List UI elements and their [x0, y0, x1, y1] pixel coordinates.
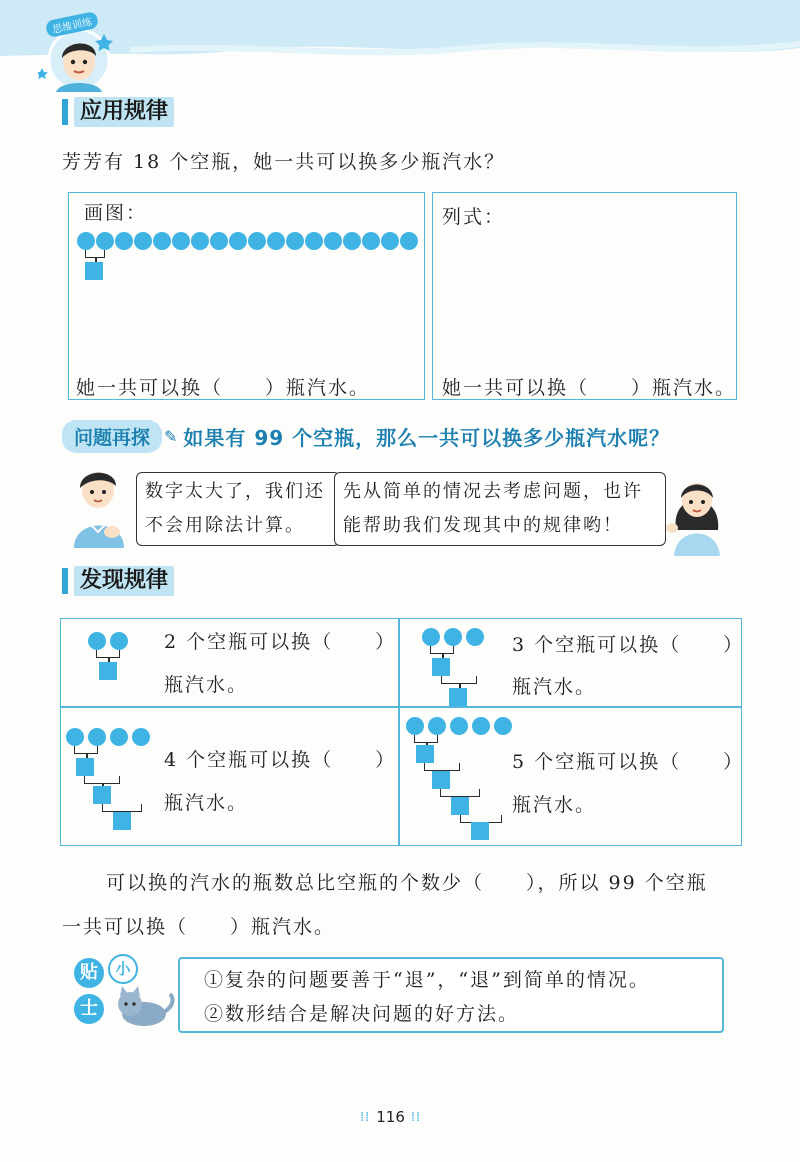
explore-banner	[62, 420, 670, 453]
bottle-circle	[88, 728, 106, 746]
section-bar	[62, 99, 68, 125]
soda-square	[432, 658, 450, 676]
bottle-bracket	[102, 804, 142, 812]
bottle-circle	[229, 232, 247, 250]
section-title-text: 应用规律	[74, 97, 174, 127]
boy-line-2: 不会用除法计算。	[145, 515, 305, 536]
page-dots-icon: ⁞⁞	[360, 1109, 371, 1125]
bottle-circle	[444, 628, 462, 646]
problem-question: 芳芳有 18 个空瓶，她一共可以换多少瓶汽水？	[62, 151, 506, 173]
page-number-text: 116	[376, 1108, 405, 1126]
section-title-text: 发现规律	[74, 566, 174, 596]
bottle-circle	[110, 632, 128, 650]
bottle-circle	[88, 632, 106, 650]
bottle-circle	[153, 232, 171, 250]
answer-right: 她一共可以换（ ）瓶汽水。	[442, 377, 737, 399]
tip-box	[178, 957, 724, 1033]
bottle-circle	[305, 232, 323, 250]
bottle-bracket	[414, 735, 438, 743]
bottle-bracket	[430, 646, 454, 654]
bottle-circle	[381, 232, 399, 250]
page-number	[360, 1108, 421, 1126]
bottle-bracket	[441, 676, 477, 684]
bottle-circle	[422, 628, 440, 646]
tip-char-1: 贴	[74, 958, 104, 988]
header-wave-band	[0, 0, 800, 80]
pencil-icon: ✎	[164, 427, 178, 446]
page-dots-icon: ⁞⁞	[410, 1109, 422, 1125]
bottle-circle	[450, 717, 468, 735]
bottle-circle	[494, 717, 512, 735]
soda-square	[76, 758, 94, 776]
bottle-circle	[406, 717, 424, 735]
bottle-circle	[286, 232, 304, 250]
bottle-circle	[115, 232, 133, 250]
soda-square	[113, 812, 131, 830]
bottle-bracket	[440, 789, 480, 797]
bottle-circle	[172, 232, 190, 250]
mascot-badge	[38, 14, 120, 96]
boy-line-1: 数字太大了，我们还	[145, 481, 325, 502]
cell4-line1: 5 个空瓶可以换（ ）	[512, 751, 745, 773]
soda-square	[99, 662, 117, 680]
section-title-apply	[62, 97, 174, 127]
formula-label: 列式：	[442, 206, 506, 228]
cell1-line2: 瓶汽水。	[164, 674, 249, 696]
bottle-circle	[400, 232, 418, 250]
soda-square	[451, 797, 469, 815]
bottle-bracket	[74, 746, 98, 754]
soda-square	[416, 745, 434, 763]
girl-line-1: 先从简单的情况去考虑问题，也许	[343, 481, 643, 502]
cell1-line1: 2 个空瓶可以换（ ）	[164, 631, 397, 653]
tip-char-2: 小	[108, 954, 138, 984]
answer-left: 她一共可以换（ ）瓶汽水。	[76, 377, 371, 399]
bottle-circle	[472, 717, 490, 735]
tip-char-3: 士	[74, 994, 104, 1024]
girl-figure-icon	[662, 470, 732, 556]
cat-icon	[114, 982, 176, 1030]
bottle-bracket	[85, 250, 105, 258]
bottle-bracket	[424, 763, 460, 771]
bottle-circle	[132, 728, 150, 746]
girl-speech-bubble	[334, 472, 666, 546]
soda-square	[432, 771, 450, 789]
tip-item-1: ①复杂的问题要善于“退”，“退”到简单的情况。	[204, 969, 650, 991]
conclusion-line2: 一共可以换（ ）瓶汽水。	[62, 916, 336, 938]
boy-figure-icon	[68, 466, 134, 548]
bottle-bracket	[84, 776, 120, 784]
section-title-discover	[62, 566, 174, 596]
bottle-circle	[96, 232, 114, 250]
bottle-circle	[428, 717, 446, 735]
bottle-circle	[362, 232, 380, 250]
bottle-circle	[466, 628, 484, 646]
grid-divider-vertical	[398, 618, 400, 846]
badge-label: 思维训练	[45, 11, 99, 38]
cell3-line1: 4 个空瓶可以换（ ）	[164, 749, 397, 771]
conclusion-line1: 可以换的汽水的瓶数总比空瓶的个数少（ ），所以 99 个空瓶	[106, 872, 708, 894]
boy-speech-bubble	[136, 472, 340, 546]
explore-tag: 问题再探	[62, 420, 162, 453]
grid-divider-horizontal	[60, 706, 742, 708]
cell2-line1: 3 个空瓶可以换（ ）	[512, 634, 745, 656]
soda-square	[471, 822, 489, 840]
explore-question: 如果有 99 个空瓶，那么一共可以换多少瓶汽水呢？	[183, 426, 671, 450]
section-bar	[62, 568, 68, 594]
soda-square	[449, 688, 467, 706]
tip-label	[70, 954, 180, 1034]
bottle-circle	[210, 232, 228, 250]
bottle-circle	[267, 232, 285, 250]
bottle-circle	[77, 232, 95, 250]
cell2-line2: 瓶汽水。	[512, 676, 597, 698]
tip-item-2: ②数形结合是解决问题的好方法。	[204, 1003, 520, 1025]
girl-line-2: 能帮助我们发现其中的规律哟！	[343, 515, 623, 536]
bottle-circle	[110, 728, 128, 746]
bottle-circle	[191, 232, 209, 250]
draw-label: 画图：	[84, 202, 148, 224]
soda-square	[85, 262, 103, 280]
bottle-circle	[248, 232, 266, 250]
bottle-circle	[66, 728, 84, 746]
cell3-line2: 瓶汽水。	[164, 792, 249, 814]
bottle-circle	[343, 232, 361, 250]
cell4-line2: 瓶汽水。	[512, 794, 597, 816]
bottle-circle	[134, 232, 152, 250]
bottle-bracket	[96, 650, 120, 658]
bottle-circle	[324, 232, 342, 250]
soda-square	[93, 786, 111, 804]
